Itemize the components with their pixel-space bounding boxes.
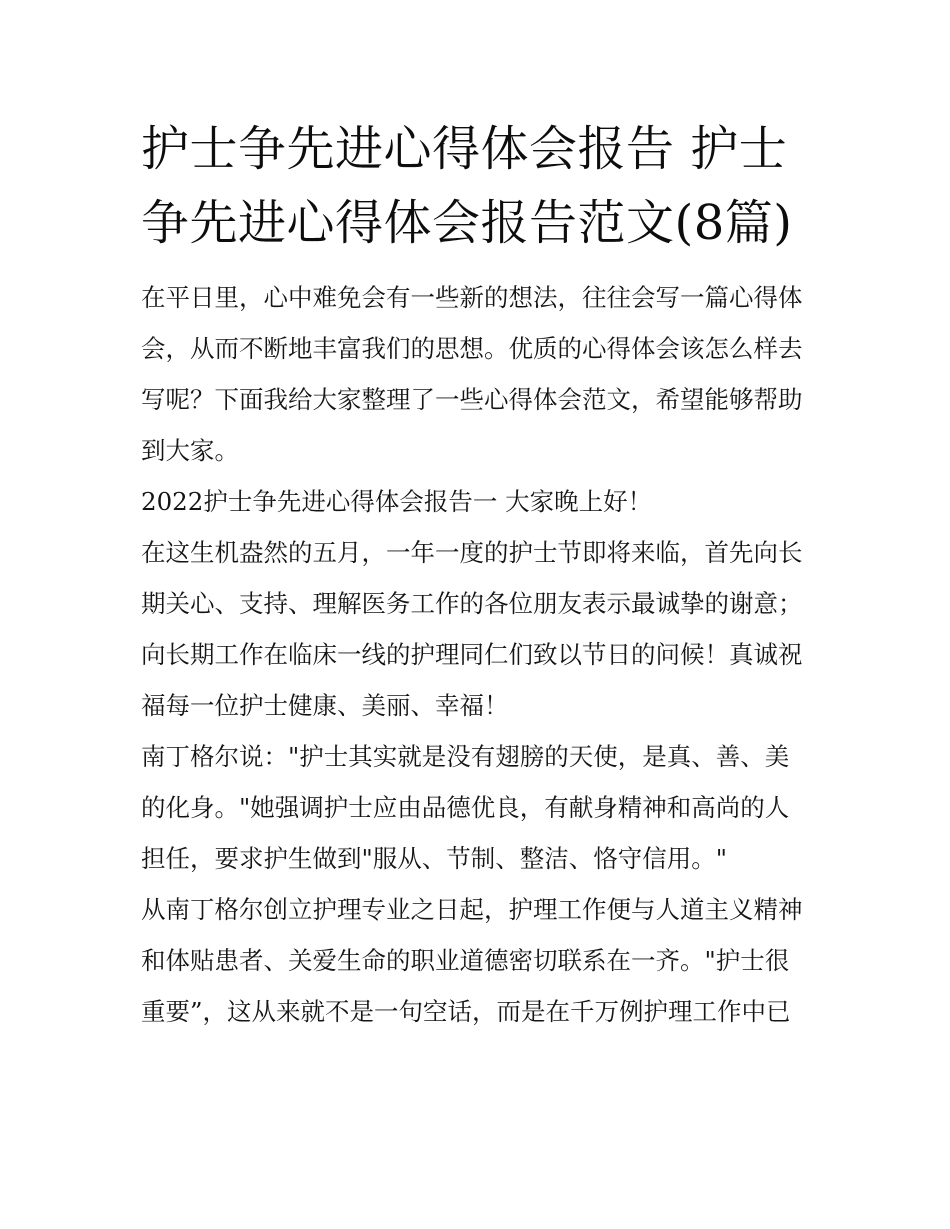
document-body <box>141 112 813 1037</box>
greeting-paragraph: 在这生机盎然的五月，一年一度的护士节即将来临，首先向长期关心、支持、理解医务工作的各位朋友表示最诚挚的谢意；向长期工作在临床一线的护理同仁们致以节日的问候！真诚祝福每一位护士健康、美丽、幸福！ <box>141 538 803 720</box>
intro-paragraph: 在平日里，心中难免会有一些新的想法，往往会写一篇心得体会，从而不断地丰富我们的思想。优质的心得体会该怎么样去写呢？下面我给大家整理了一些心得体会范文，希望能够帮助到大家。 <box>141 283 803 465</box>
nightingale-quote-paragraph: 南丁格尔说："护士其实就是没有翅膀的天使，是真、善、美的化身。"她强调护士应由品德优良，有献身精神和高尚的人担任，要求护生做到"服从、节制、整洁、恪守信用。" <box>141 742 790 873</box>
document-title: 护士争先进心得体会报告 护士争先进心得体会报告范文(8篇) <box>141 121 793 251</box>
report-heading-paragraph: 2022护士争先进心得体会报告一 大家晚上好！ <box>141 487 653 516</box>
nursing-history-paragraph: 从南丁格尔创立护理专业之日起，护理工作便与人道主义精神和体贴患者、关爱生命的职业道德密切联系在一齐。"护士很重要”，这从来就不是一句空话，而是在千万例护理工作中已 <box>141 895 803 1026</box>
